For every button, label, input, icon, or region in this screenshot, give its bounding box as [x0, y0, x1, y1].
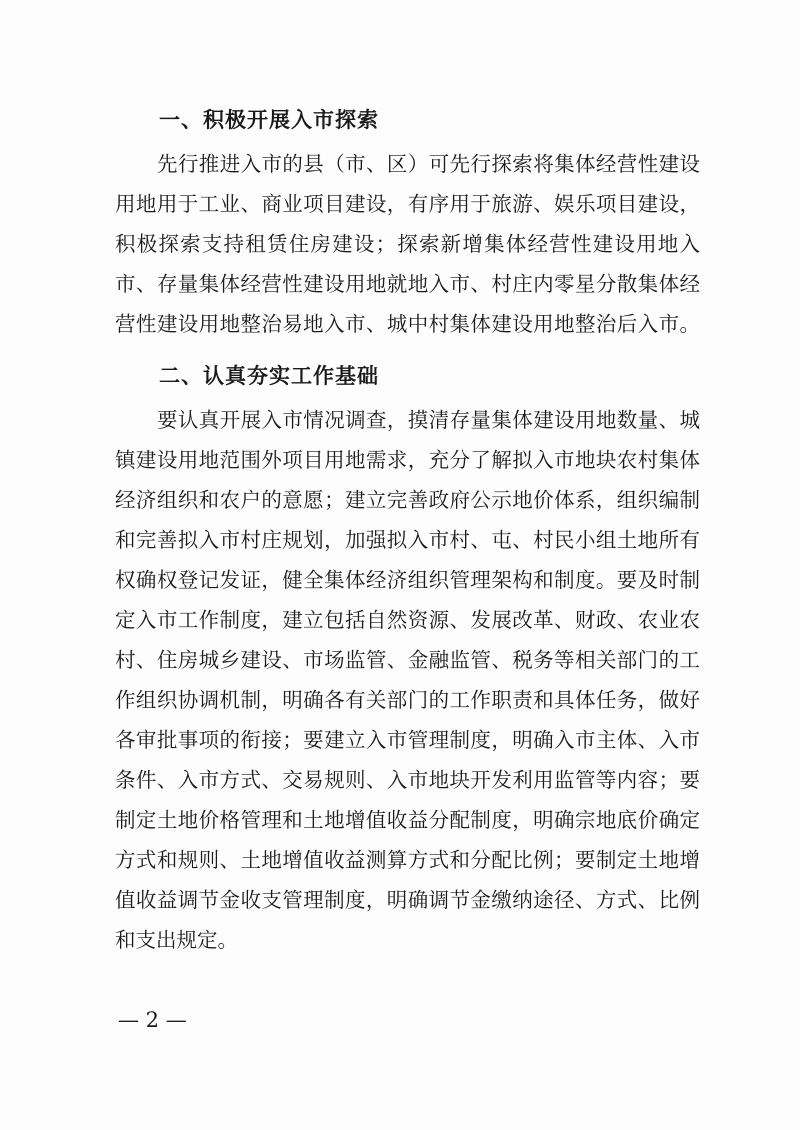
paragraph-line: 值收益调节金收支管理制度，明确调节金缴纳途径、方式、比例 [115, 888, 700, 912]
paragraph-line: 市、存量集体经营性建设用地就地入市、村庄内零星分散集体经 [115, 272, 700, 296]
page-number: — 2 — [118, 1008, 187, 1032]
paragraph-line: 作组织协调机制，明确各有关部门的工作职责和具体任务，做好 [115, 688, 700, 712]
paragraph-line: 积极探索支持租赁住房建设；探索新增集体经营性建设用地入 [115, 232, 700, 256]
paragraph-line: 营性建设用地整治易地入市、城中村集体建设用地整治后入市。 [115, 312, 700, 336]
paragraph-line: 村、住房城乡建设、市场监管、金融监管、税务等相关部门的工 [115, 648, 700, 672]
section-heading-1: 一、积极开展入市探索 [159, 108, 379, 132]
paragraph-line: 条件、入市方式、交易规则、入市地块开发利用监管等内容；要 [115, 768, 700, 792]
paragraph-line: 要认真开展入市情况调查，摸清存量集体建设用地数量、城 [157, 408, 700, 432]
paragraph-line: 经济组织和农户的意愿；建立完善政府公示地价体系，组织编制 [115, 488, 700, 512]
paragraph-line: 方式和规则、土地增值收益测算方式和分配比例；要制定土地增 [115, 848, 700, 872]
paragraph-line: 和支出规定。 [115, 928, 238, 952]
section-paragraph-2 [115, 400, 700, 960]
paragraph-line: 用地用于工业、商业项目建设，有序用于旅游、娱乐项目建设， [115, 192, 700, 216]
paragraph-line: 各审批事项的衔接；要建立入市管理制度，明确入市主体、入市 [115, 728, 700, 752]
section-paragraph-1 [115, 144, 700, 344]
section-heading-2: 二、认真夯实工作基础 [159, 364, 379, 388]
document-body [115, 100, 700, 960]
paragraph-line: 和完善拟入市村庄规划，加强拟入市村、屯、村民小组土地所有 [115, 528, 700, 552]
paragraph-line: 先行推进入市的县（市、区）可先行探索将集体经营性建设 [157, 152, 700, 176]
paragraph-line: 定入市工作制度，建立包括自然资源、发展改革、财政、农业农 [115, 608, 700, 632]
paragraph-line: 镇建设用地范围外项目用地需求，充分了解拟入市地块农村集体 [115, 448, 700, 472]
paragraph-line: 制定土地价格管理和土地增值收益分配制度，明确宗地底价确定 [115, 808, 700, 832]
paragraph-line: 权确权登记发证，健全集体经济组织管理架构和制度。要及时制 [115, 568, 700, 592]
